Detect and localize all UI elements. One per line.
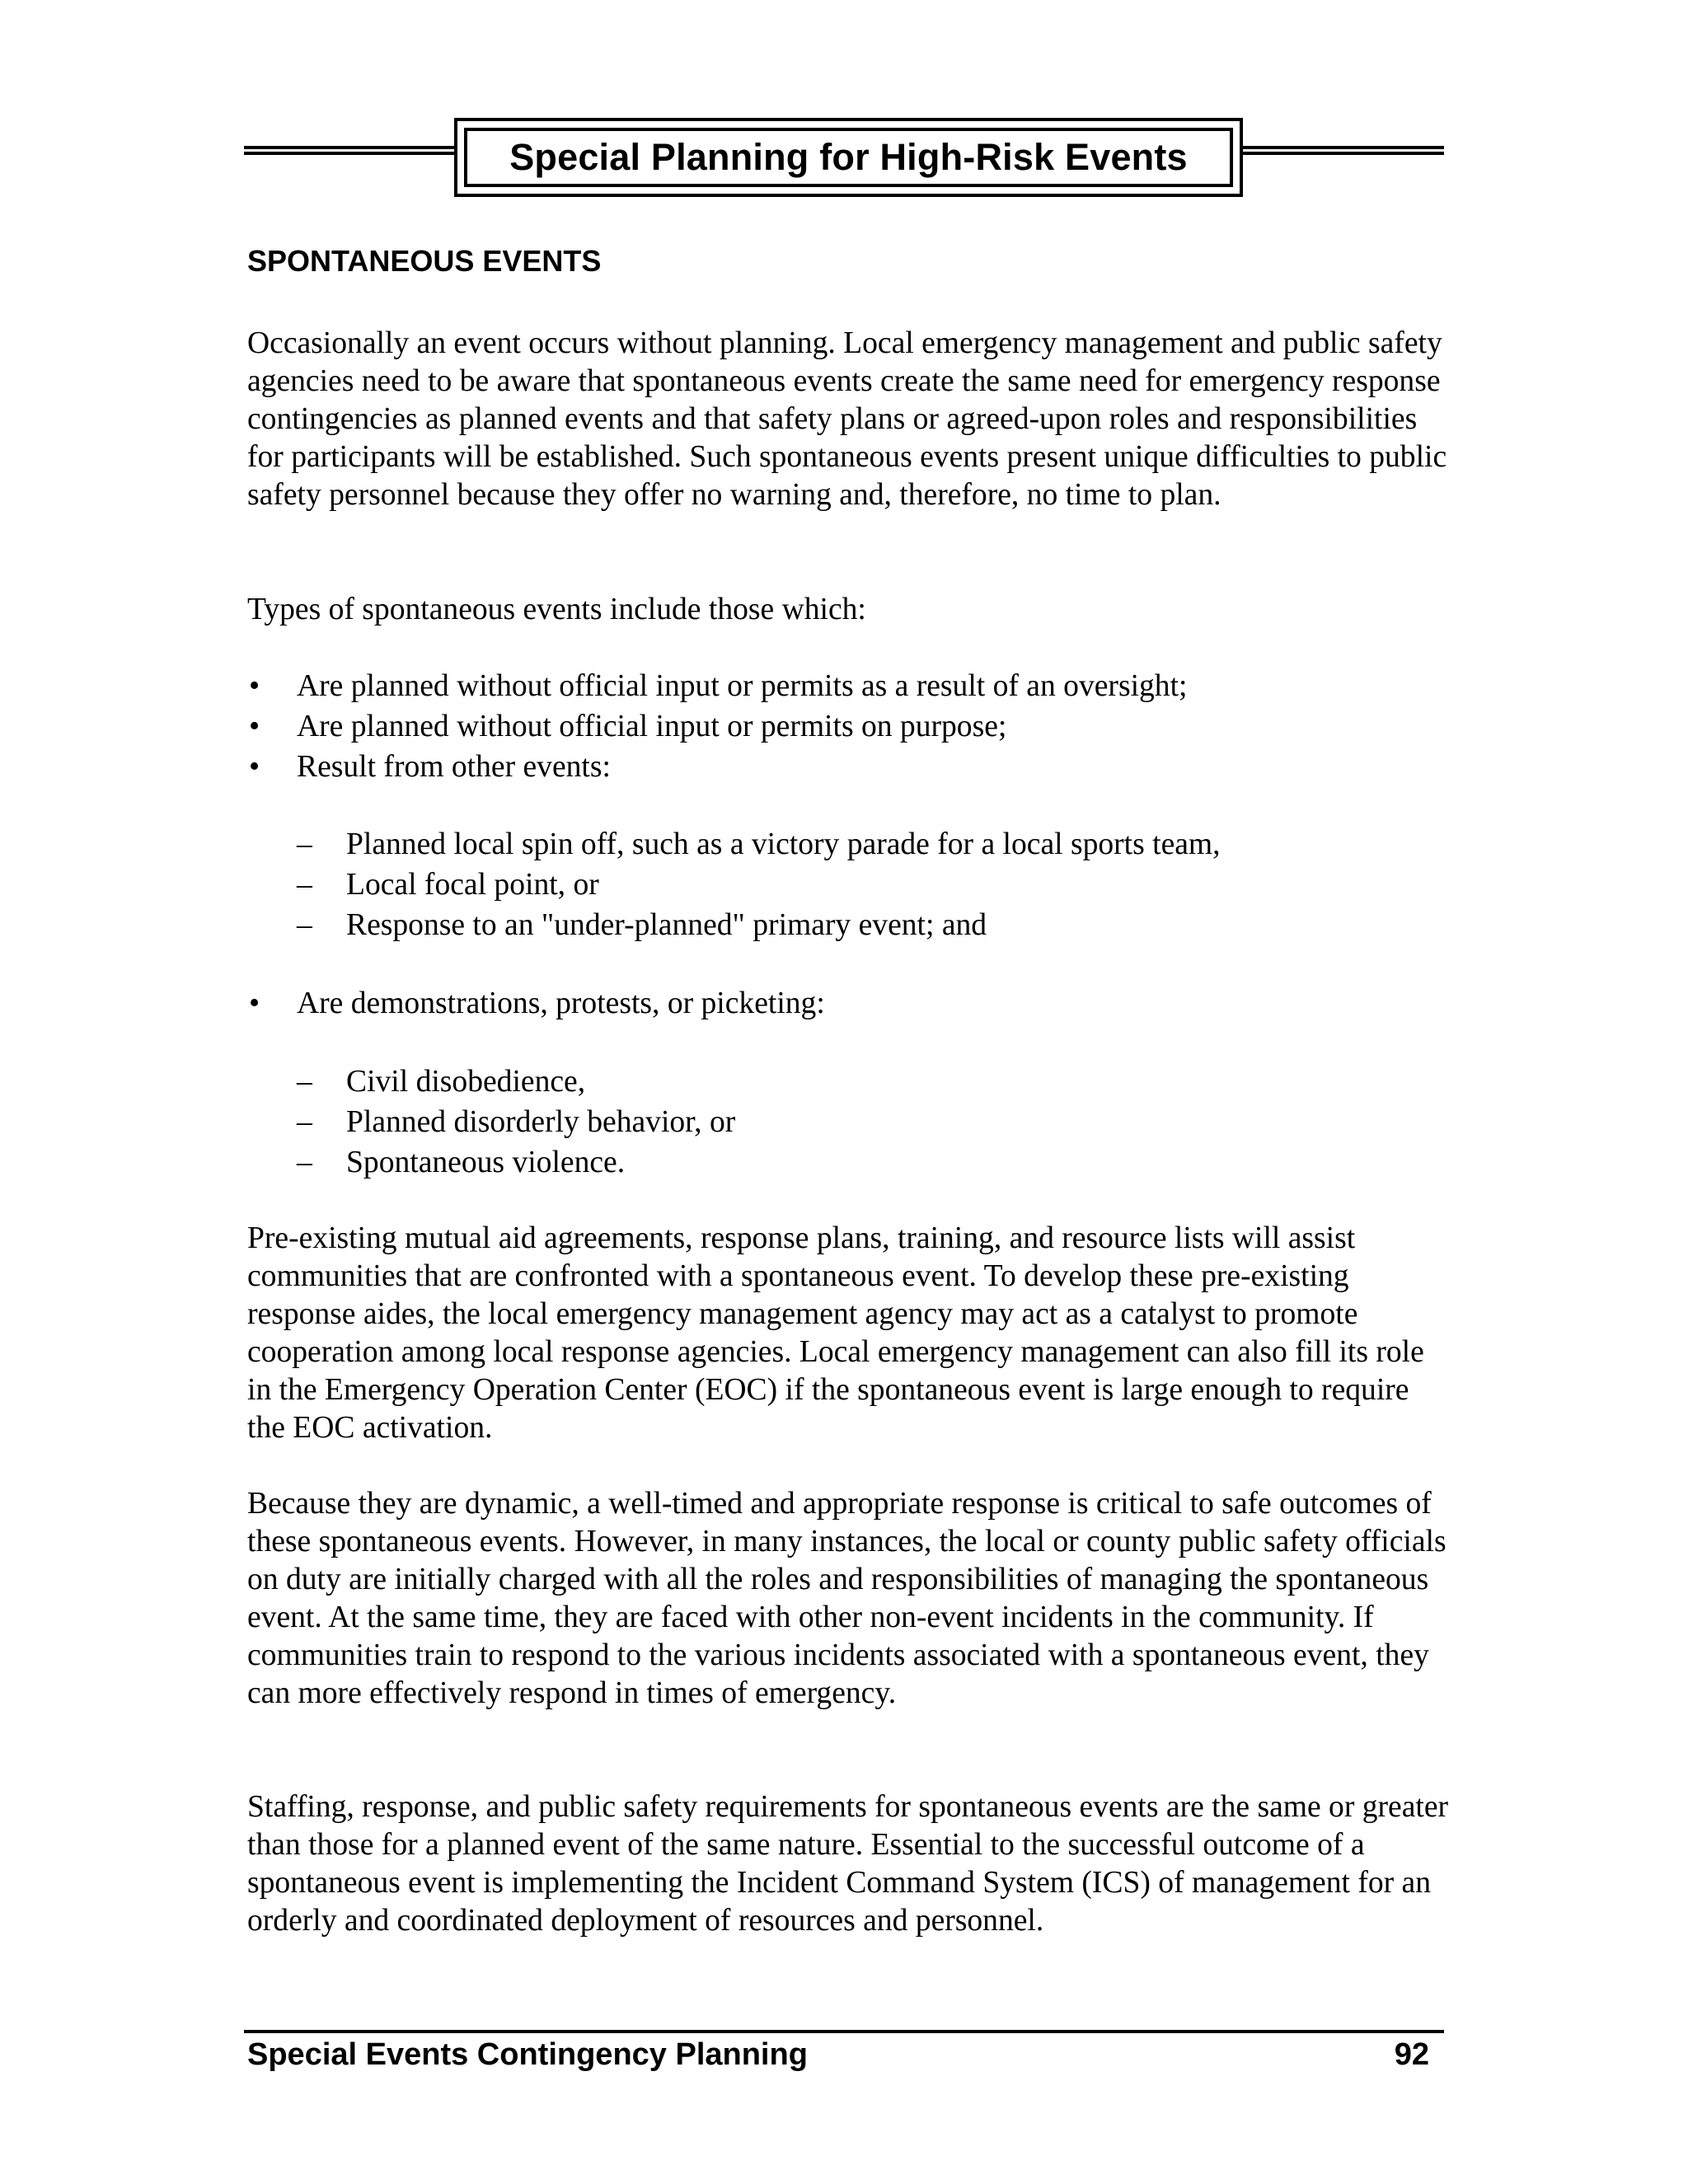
list-item: • Result from other events: [247, 747, 1451, 787]
dash-icon: – [297, 908, 312, 942]
sub-list-1 [297, 824, 1451, 945]
bullet-list-1 [247, 666, 1451, 787]
list-item: • Are planned without official input or permits as a result of an oversight; [247, 666, 1451, 706]
header-rule-right [1243, 146, 1444, 155]
sub-list-item: – Spontaneous violence. [297, 1142, 1451, 1183]
sub-list-item: – Planned local spin off, such as a victory parade for a local sports team, [297, 824, 1451, 865]
list-item: • Are demonstrations, protests, or picketing: [247, 983, 1451, 1024]
types-intro: Types of spontaneous events include those which: [247, 593, 866, 626]
sub-list-item: – Local focal point, or [297, 865, 1451, 905]
dash-icon: – [297, 1065, 312, 1099]
footer-document-title: Special Events Contingency Planning [247, 2037, 808, 2072]
dash-icon: – [297, 827, 312, 861]
paragraph-2: Pre-existing mutual aid agreements, response plans, training, and resource lists will assist communities that are confronted with a spontaneous event. To develop these pre-existing response aides, the local emergency management agency may act as a catalyst to promote cooperation among local response agencies. Local emergency management can also fill its role in the Emergency Operation Center (EOC) if the spontaneous event is large enough to require the EOC activation. [247, 1221, 1424, 1445]
header-rule-left [244, 146, 454, 155]
sub-list-item: – Planned disorderly behavior, or [297, 1102, 1451, 1142]
bullet-icon: • [249, 750, 260, 784]
dash-icon: – [297, 1146, 312, 1179]
header-title-box [454, 118, 1243, 197]
sub-list-item: – Response to an "under-planned" primary event; and [297, 905, 1451, 945]
dash-icon: – [297, 868, 312, 902]
page-number: 92 [1394, 2037, 1429, 2072]
sub-list-item: – Civil disobedience, [297, 1062, 1451, 1102]
paragraph-3: Because they are dynamic, a well-timed and appropriate response is critical to safe outcomes of these spontaneous events. However, in many instances, the local or county public safety officials on duty are initially charged with all the roles and responsibilities of managing the spontaneous event. At the same time, they are faced with other non-event incidents in the community. If communities train to respond to the various incidents associated with a spontaneous event, they can more effectively respond in times of emergency. [247, 1487, 1447, 1710]
page-title: Special Planning for High-Risk Events [509, 136, 1188, 178]
sub-list-2 [297, 1062, 1451, 1183]
paragraph-4: Staffing, response, and public safety requirements for spontaneous events are the same or greater than those for a planned event of the same nature. Essential to the successful outcome of a spontaneous event is implementing the Incident Command System (ICS) of management for an orderly and coordinated deployment of resources and personnel. [247, 1790, 1449, 1938]
bullet-icon: • [249, 987, 260, 1020]
bullet-list-2 [247, 983, 1451, 1024]
footer-rule [244, 2030, 1444, 2033]
paragraph-1: Occasionally an event occurs without planning. Local emergency management and public safety agencies need to be aware that spontaneous events create the same need for emergency response contingencies as planned events and that safety plans or agreed-upon roles and responsibilities for participants will be established. Such spontaneous events present unique difficulties to public safety personnel because they offer no warning and, therefore, no time to plan. [247, 326, 1447, 512]
dash-icon: – [297, 1105, 312, 1139]
list-item: • Are planned without official input or permits on purpose; [247, 706, 1451, 747]
bullet-icon: • [249, 669, 260, 703]
header-title-box-inner [464, 128, 1233, 187]
bullet-icon: • [249, 710, 260, 743]
section-heading: SPONTANEOUS EVENTS [247, 244, 602, 278]
